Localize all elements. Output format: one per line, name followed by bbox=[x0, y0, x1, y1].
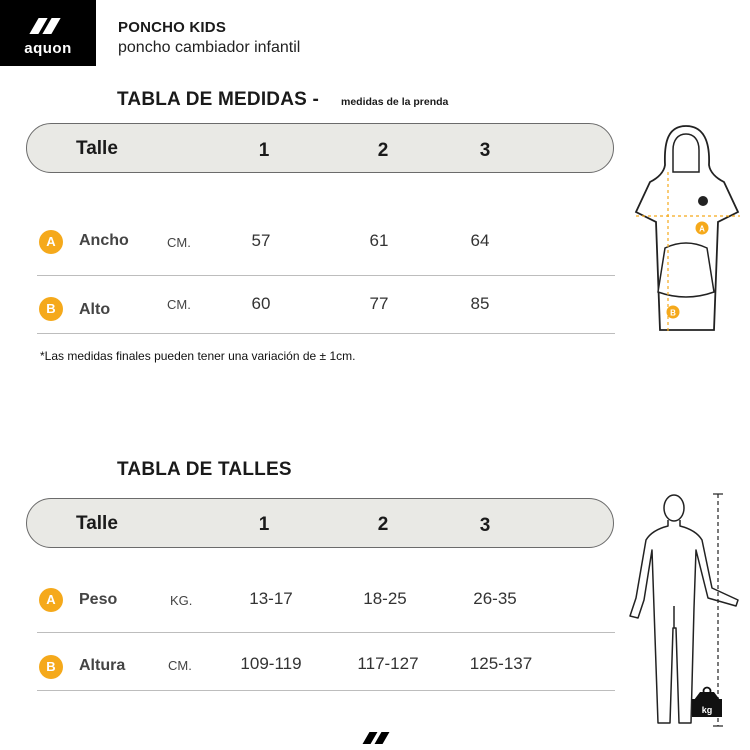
sizes-title: TABLA DE TALLES bbox=[117, 459, 292, 480]
table-cell: 57 bbox=[251, 231, 271, 250]
row-unit: CM. bbox=[168, 658, 192, 673]
table-cell: 26-35 bbox=[473, 589, 517, 608]
sizes-header-size: 1 bbox=[258, 514, 270, 535]
brand-logo bbox=[0, 0, 96, 66]
row-label: Ancho bbox=[79, 232, 129, 249]
row-divider bbox=[37, 275, 615, 276]
row-badge-a: A bbox=[39, 588, 63, 612]
row-label: Altura bbox=[79, 657, 126, 674]
measurements-footnote: *Las medidas finales pueden tener una variación de ± 1cm. bbox=[40, 349, 356, 363]
measurements-header-size: 2 bbox=[377, 140, 389, 161]
table-cell: 13-17 bbox=[249, 589, 293, 608]
sizes-header-label: Talle bbox=[76, 513, 118, 534]
table-cell: 85 bbox=[470, 294, 490, 313]
footer-brand-mark bbox=[360, 732, 392, 744]
measurements-title: TABLA DE MEDIDAS - bbox=[117, 89, 320, 110]
row-divider bbox=[37, 690, 615, 691]
row-divider bbox=[37, 632, 615, 633]
row-label: Alto bbox=[79, 301, 111, 318]
row-divider bbox=[37, 333, 615, 334]
weight-label: kg bbox=[701, 705, 713, 715]
measurements-header-size: 3 bbox=[479, 140, 491, 161]
row-badge-b: B bbox=[39, 297, 63, 321]
child-figure-illustration bbox=[622, 488, 750, 738]
table-cell: 18-25 bbox=[363, 589, 407, 608]
table-cell: 117-127 bbox=[357, 654, 419, 673]
measurements-header-label: Talle bbox=[76, 138, 118, 159]
sizes-header-size: 2 bbox=[377, 514, 389, 535]
poncho-badge-a: A bbox=[699, 224, 705, 234]
product-title: PONCHO KIDS bbox=[118, 19, 227, 36]
row-badge-b: B bbox=[39, 655, 63, 679]
row-unit: CM. bbox=[167, 235, 191, 250]
poncho-illustration bbox=[628, 120, 746, 342]
table-cell: 125-137 bbox=[469, 654, 533, 673]
product-subtitle: poncho cambiador infantil bbox=[118, 39, 301, 56]
row-badge-a: A bbox=[39, 230, 63, 254]
poncho-badge-b: B bbox=[670, 308, 676, 318]
measurements-note: medidas de la prenda bbox=[341, 96, 449, 108]
row-unit: CM. bbox=[167, 297, 191, 312]
poncho-logo-icon bbox=[698, 196, 708, 206]
sizes-header-size: 3 bbox=[479, 515, 491, 536]
table-cell: 64 bbox=[470, 231, 490, 250]
row-unit: KG. bbox=[170, 593, 193, 608]
row-label: Peso bbox=[79, 591, 118, 608]
measurements-header-size: 1 bbox=[258, 140, 270, 161]
table-cell: 61 bbox=[369, 231, 389, 250]
table-cell: 60 bbox=[251, 294, 271, 313]
table-cell: 109-119 bbox=[240, 654, 302, 673]
table-cell: 77 bbox=[369, 294, 389, 313]
brand-name: aquon bbox=[24, 40, 72, 57]
